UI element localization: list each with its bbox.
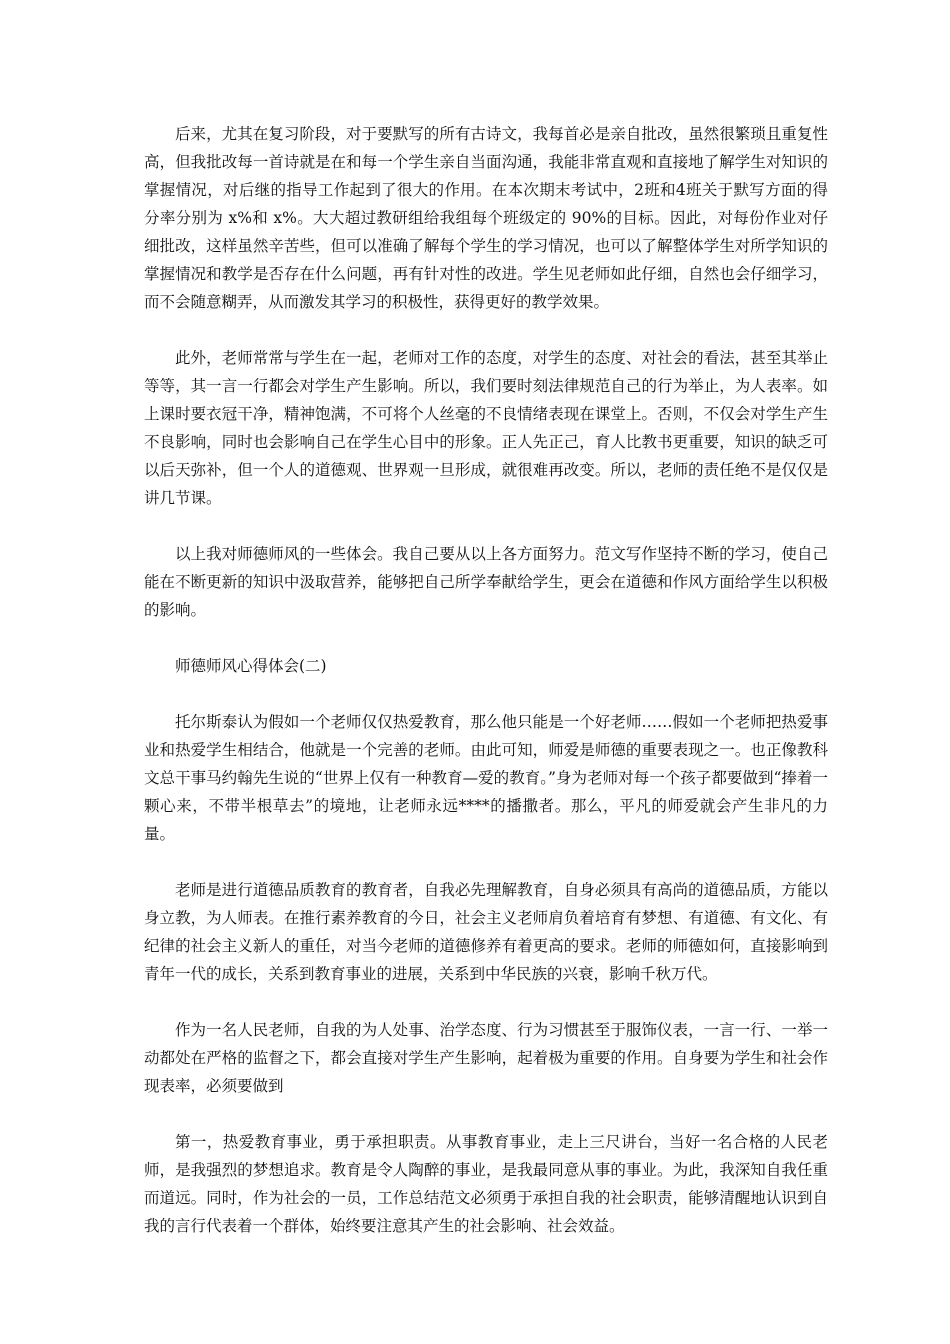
- paragraph-moral-education: 老师是进行道德品质教育的教育者，自我必先理解教育，自身必须具有高尚的道德品质，方能以身立教，为人师表。在推行素养教育的今日，社会主义老师肩负着培育有梦想、有道德、有文化、有纪律的社会主义新人的重任，对当今老师的道德修养有着更高的要求。老师的师德如何，直接影响到青年一代的成长，关系到教育事业的进展，关系到中华民族的兴衰，影响千秋万代。: [144, 881, 828, 983]
- paragraph-teacher-influence: 此外，老师常常与学生在一起，老师对工作的态度，对学生的态度、对社会的看法，甚至其举止等等，其一言一行都会对学生产生影响。所以，我们要时刻法律规范自己的行为举止，为人表率。如上课时要衣冠干净，精神饱满，不可将个人丝毫的不良情绪表现在课堂上。否则，不仅会对学生产生不良影响，同时也会影响自己在学生心目中的形象。正人先正己，育人比教书更重要，知识的缺乏可以后天弥补，但一个人的道德观、世界观一旦形成，就很难再改变。所以，老师的责任绝不是仅仅是讲几节课。: [144, 349, 828, 507]
- paragraph-review-correction: 后来，尤其在复习阶段，对于要默写的所有古诗文，我每首必是亲自批改，虽然很繁琐且重复性高，但我批改每一首诗就是在和每一个学生亲自当面沟通，我能非常直观和直接地了解学生对知识的掌握情况，对后继的指导工作起到了很大的作用。在本次期末考试中，2班和4班关于默写方面的得分率分别为 x%和 x%。大大超过教研组给我组每个班级定的 90%的目标。因此，对每份作业对仔细批改，这样虽然辛苦些，但可以准确了解每个学生的学习情况，也可以了解整体学生对所学知识的掌握情况和教学是否存在什么问题，再有针对性的改进。学生见老师如此仔细，自然也会仔细学习，而不会随意糊弄，从而激发其学习的积极性，获得更好的教学效果。: [144, 125, 828, 311]
- section-heading: 师德师风心得体会(二): [175, 657, 327, 675]
- paragraph-first-point: 第一，热爱教育事业，勇于承担职责。从事教育事业，走上三尺讲台，当好一名合格的人民老师，是我强烈的梦想追求。教育是令人陶醉的事业，是我最同意从事的事业。为此，我深知自我任重而道远。同时，作为社会的一员，工作总结范文必须勇于承担自我的社会职责，能够清醒地认识到自我的言行代表着一个群体，始终要注意其产生的社会影响、社会效益。: [144, 1133, 828, 1235]
- paragraph-tolstoy: 托尔斯泰认为假如一个老师仅仅热爱教育，那么他只能是一个好老师……假如一个老师把热爱事业和热爱学生相结合，他就是一个完善的老师。由此可知，师爱是师德的重要表现之一。也正像教科文总干事马约翰先生说的“世界上仅有一种教育—爱的教育。”身为老师对每一个孩子都要做到“捧着一颗心来，不带半根草去”的境地，让老师永远****的播撒者。那么，平凡的师爱就会产生非凡的力量。: [144, 713, 828, 843]
- paragraph-role-model: 作为一名人民老师，自我的为人处事、治学态度、行为习惯甚至于服饰仪表，一言一行、一举一动都处在严格的监督之下，都会直接对学生产生影响，起着极为重要的作用。自身要为学生和社会作现表率，必须要做到: [144, 1021, 828, 1095]
- document-page: [144, 120, 828, 1268]
- paragraph-conclusion: 以上我对师德师风的一些体会。我自己要从以上各方面努力。范文写作坚持不断的学习，使自己能在不断更新的知识中汲取营养，能够把自己所学奉献给学生，更会在道德和作风方面给学生以积极的影响。: [144, 545, 828, 619]
